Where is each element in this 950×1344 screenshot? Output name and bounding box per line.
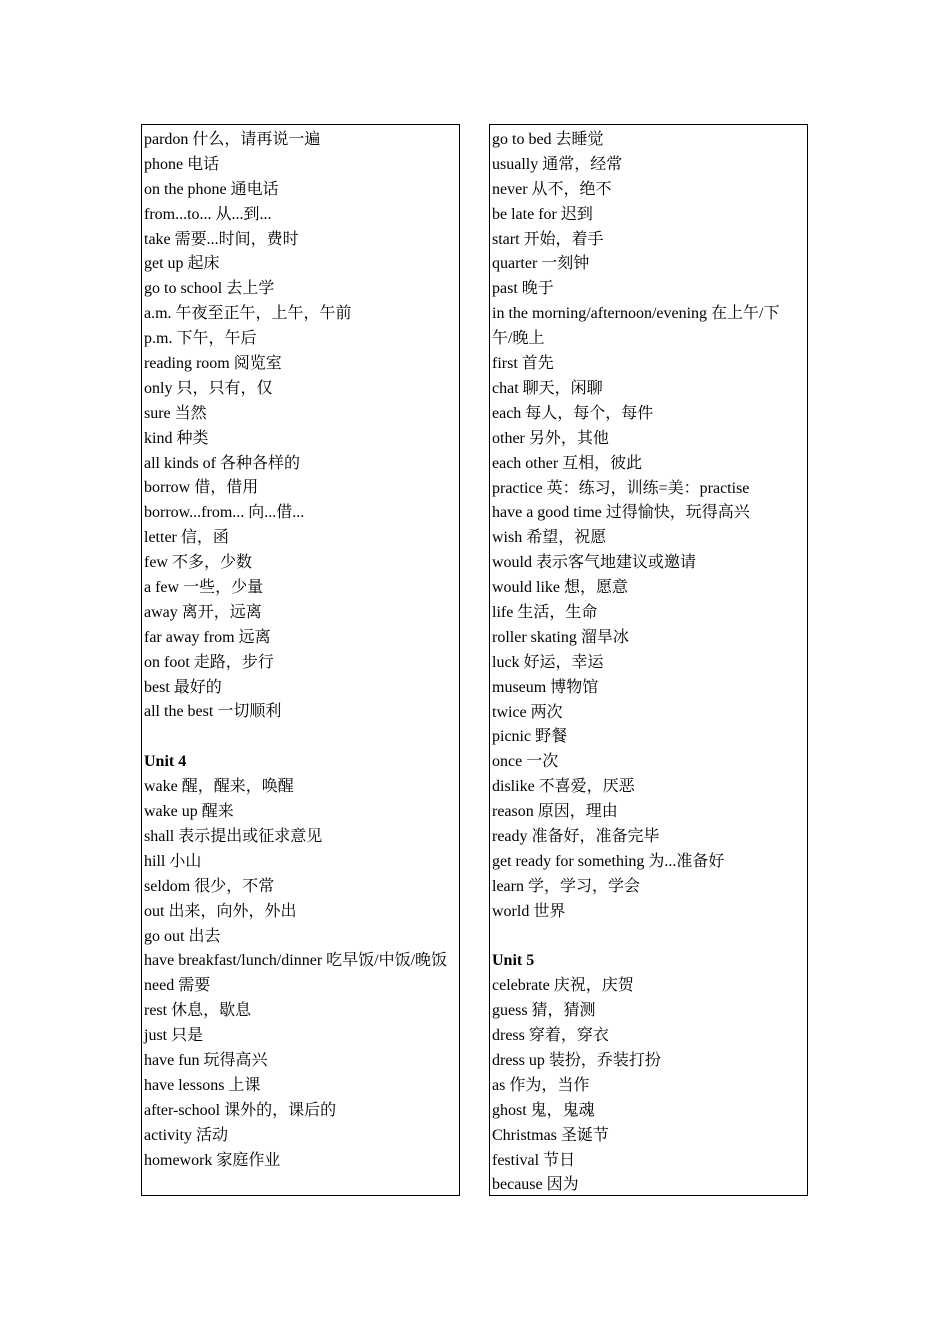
unit-heading: Unit 5 (492, 952, 535, 970)
vocab-entry: each other 互相，彼此 (492, 454, 643, 472)
vocab-entry: as 作为，当作 (492, 1076, 590, 1094)
vocab-entry: get up 起床 (144, 255, 220, 273)
vocab-entry: guess 猜，猜测 (492, 1002, 596, 1020)
vocab-entry: usually 通常，经常 (492, 155, 623, 173)
vocab-entry: just 只是 (144, 1027, 204, 1045)
vocab-entry: wish 希望，祝愿 (492, 529, 607, 547)
vocab-entry: hill 小山 (144, 852, 202, 870)
vocab-entry: only 只，只有，仅 (144, 379, 273, 397)
blank-line (492, 925, 807, 950)
vocab-entry: twice 两次 (492, 703, 563, 721)
vocab-entry: activity 活动 (144, 1126, 228, 1144)
vocab-entry: borrow...from... 向...借... (144, 504, 305, 522)
vocab-entry: go to school 去上学 (144, 280, 275, 298)
vocab-entry: would like 想，愿意 (492, 579, 628, 597)
vocab-entry: each 每人，每个，每件 (492, 404, 654, 422)
vocab-entry: kind 种类 (144, 429, 209, 447)
vocab-entry: take 需要...时间，费时 (144, 230, 299, 248)
vocab-entry: rest 休息，歇息 (144, 1002, 252, 1020)
vocab-entry: dress up 装扮，乔装打扮 (492, 1051, 661, 1069)
vocab-entry: best 最好的 (144, 678, 222, 696)
vocab-entry: on foot 走路，步行 (144, 653, 274, 671)
vocab-entry: luck 好运，幸运 (492, 653, 604, 671)
vocab-entry: world 世界 (492, 902, 566, 920)
vocab-entry: Christmas 圣诞节 (492, 1126, 609, 1144)
vocab-entry: shall 表示提出或征求意见 (144, 827, 323, 845)
vocab-entry: life 生活，生命 (492, 603, 598, 621)
vocab-entry: get ready for something 为...准备好 (492, 852, 725, 870)
vocab-entry: all the best 一切顺利 (144, 703, 282, 721)
vocab-entry: borrow 借，借用 (144, 479, 259, 497)
vocab-entry: on the phone 通电话 (144, 180, 279, 198)
vocab-entry: after-school 课外的，课后的 (144, 1101, 337, 1119)
vocab-entry: seldom 很少，不常 (144, 877, 275, 895)
vocab-entry: need 需要 (144, 977, 211, 995)
vocab-entry: reading room 阅览室 (144, 355, 282, 373)
vocab-entry: roller skating 溜旱冰 (492, 628, 629, 646)
vocab-entry: far away from 远离 (144, 628, 271, 646)
vocab-entry: from...to... 从...到... (144, 205, 272, 223)
vocab-entry: museum 博物馆 (492, 678, 599, 696)
vocab-entry: have lessons 上课 (144, 1076, 261, 1094)
vocab-entry: past 晚于 (492, 280, 554, 298)
vocab-entry: p.m. 下午，午后 (144, 330, 257, 348)
vocab-entry: wake up 醒来 (144, 803, 234, 821)
vocab-entry: celebrate 庆祝，庆贺 (492, 977, 634, 995)
vocab-entry: a few 一些，少量 (144, 579, 264, 597)
vocab-entry: have fun 玩得高兴 (144, 1051, 268, 1069)
vocab-entry: go to bed 去睡觉 (492, 131, 604, 148)
vocab-entry: have a good time 过得愉快，玩得高兴 (492, 504, 750, 522)
vocab-entry: dress 穿着，穿衣 (492, 1027, 609, 1045)
vocab-entry: pardon 什么，请再说一遍 (144, 131, 321, 148)
vocab-entry: a.m. 午夜至正午，上午，午前 (144, 305, 352, 323)
vocab-entry: practice 英：练习，训练=美：practise (492, 479, 750, 497)
vocab-entry: in the morning/afternoon/evening 在上午/下午/晚上 (492, 305, 780, 348)
vocab-entry: sure 当然 (144, 404, 207, 422)
vocab-entry: away 离开，远离 (144, 603, 262, 621)
vocab-entry: chat 聊天，闲聊 (492, 379, 603, 397)
vocab-entry: first 首先 (492, 355, 554, 373)
vocab-entry: few 不多，少数 (144, 554, 252, 572)
vocabulary-column-right (489, 124, 808, 1196)
blank-line (144, 725, 459, 750)
vocab-entry: be late for 迟到 (492, 205, 593, 223)
vocab-entry: dislike 不喜爱，厌恶 (492, 778, 635, 796)
vocab-entry: because 因为 (492, 1176, 579, 1194)
vocab-entry: out 出来，向外，外出 (144, 902, 297, 920)
vocabulary-column-left (141, 124, 460, 1196)
vocab-entry: start 开始，着手 (492, 230, 604, 248)
vocab-entry: letter 信，函 (144, 529, 229, 547)
vocab-entry: wake 醒，醒来，唤醒 (144, 778, 294, 796)
vocab-entry: phone 电话 (144, 155, 220, 173)
vocab-entry: would 表示客气地建议或邀请 (492, 554, 697, 572)
vocab-entry: ready 准备好，准备完毕 (492, 827, 660, 845)
vocab-entry: other 另外，其他 (492, 429, 609, 447)
unit-heading: Unit 4 (144, 753, 187, 771)
vocab-entry: picnic 野餐 (492, 728, 568, 746)
vocab-entry: reason 原因，理由 (492, 803, 618, 821)
vocab-entry: go out 出去 (144, 927, 221, 945)
vocab-entry: all kinds of 各种各样的 (144, 454, 300, 472)
vocab-entry: learn 学，学习，学会 (492, 877, 640, 895)
vocab-entry: quarter 一刻钟 (492, 255, 590, 273)
vocab-entry: have breakfast/lunch/dinner 吃早饭/中饭/晚饭 (144, 952, 448, 970)
vocab-entry: ghost 鬼，鬼魂 (492, 1101, 595, 1119)
vocab-entry: never 从不，绝不 (492, 180, 612, 198)
vocab-entry: homework 家庭作业 (144, 1151, 281, 1169)
vocab-entry: festival 节日 (492, 1151, 576, 1169)
vocab-entry: once 一次 (492, 753, 559, 771)
